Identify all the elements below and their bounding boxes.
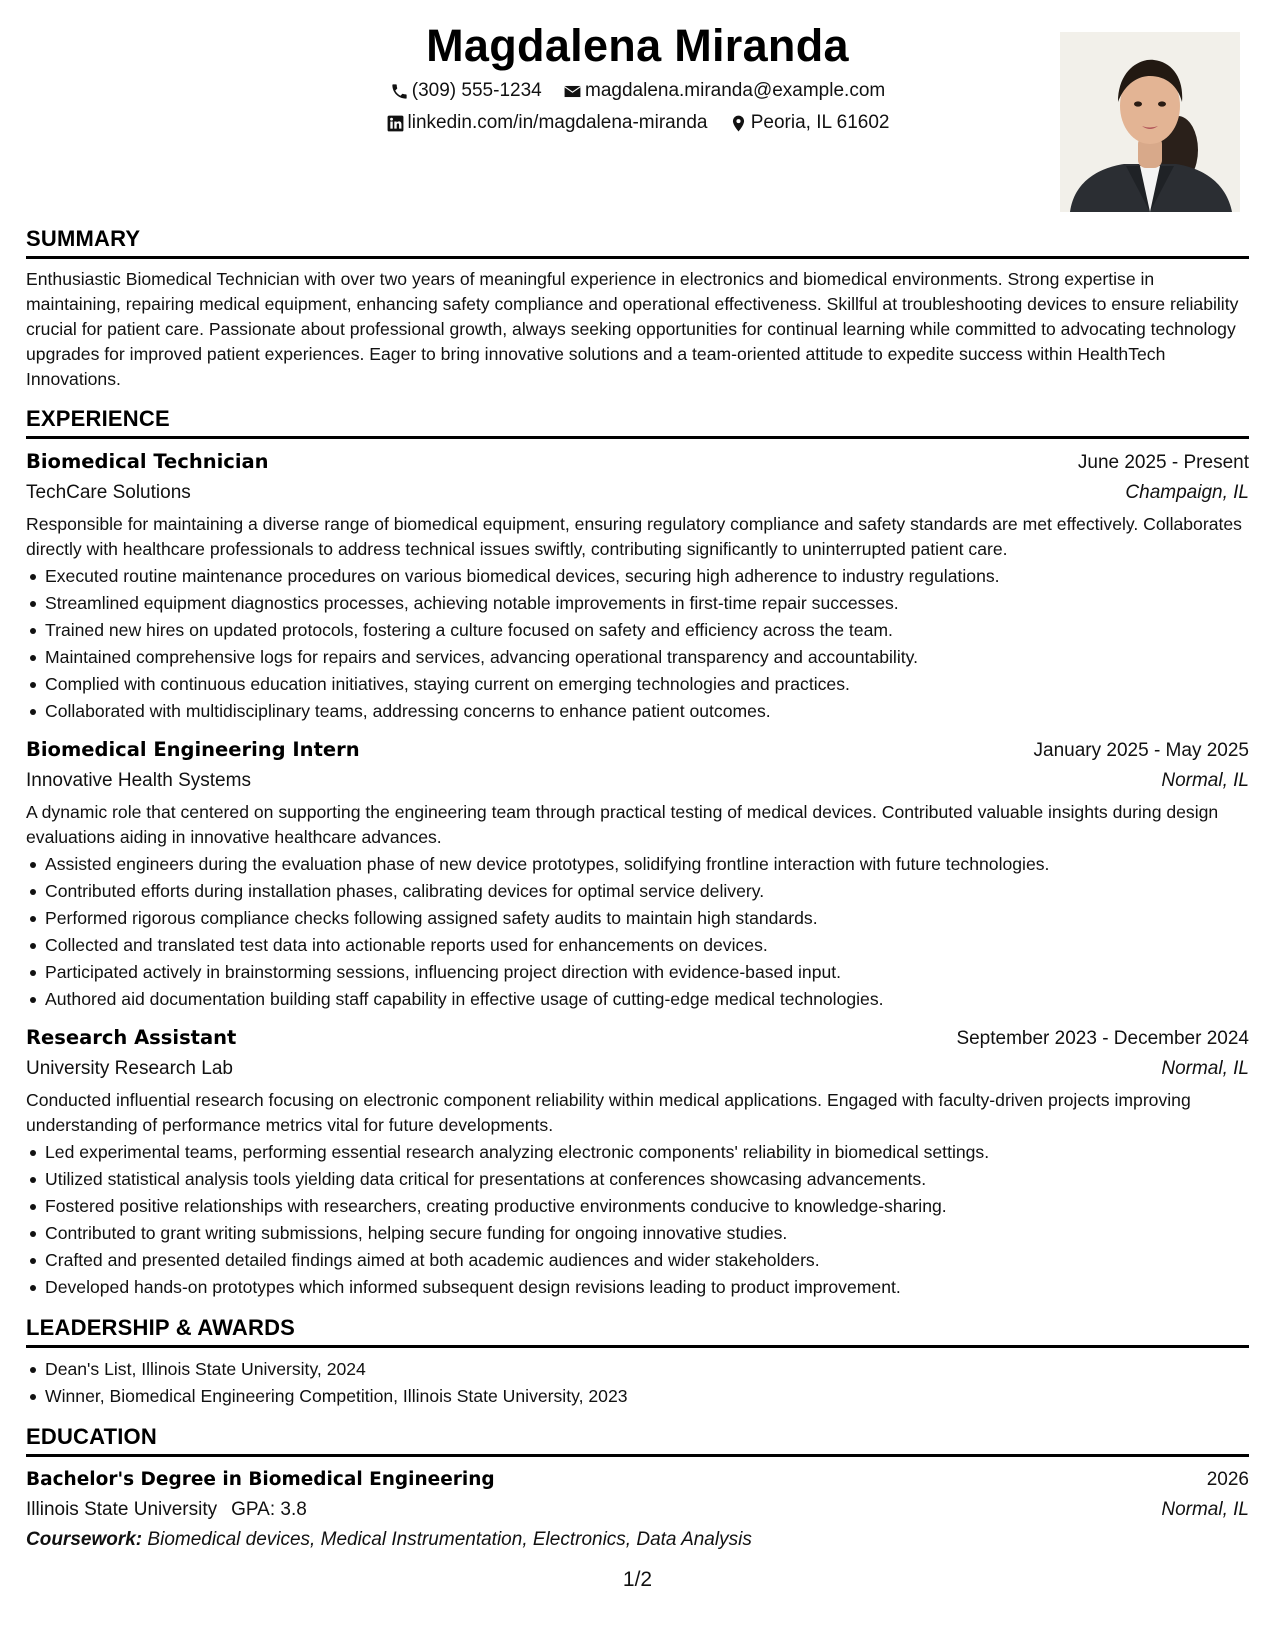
- job-bullet: Assisted engineers during the evaluation phase of new device prototypes, solidifying frontline interaction with future technologies.: [26, 851, 1249, 878]
- experience-heading: EXPERIENCE: [26, 406, 1249, 439]
- experience-section: [26, 406, 1249, 1301]
- coursework-label: Coursework:: [26, 1529, 143, 1550]
- school-location: Normal, IL: [1161, 1499, 1249, 1520]
- resume-header: [0, 0, 1275, 225]
- job-bullet: Trained new hires on updated protocols, fostering a culture focused on safety and efficiency across the team.: [26, 617, 1249, 644]
- job-description: Conducted influential research focusing on electronic component reliability within medical applications. Engaged with faculty-driven projects improving understanding of performance metrics vital for future developments.: [26, 1090, 1191, 1135]
- candidate-name: Magdalena Miranda: [426, 20, 849, 71]
- award-item: Dean's List, Illinois State University, 2024: [26, 1356, 1249, 1383]
- summary-section: [26, 226, 1249, 392]
- summary-heading: SUMMARY: [26, 226, 1249, 259]
- job-subheader: [26, 478, 1249, 508]
- linkedin-icon: [386, 114, 405, 133]
- job-title: Research Assistant: [26, 1026, 237, 1049]
- phone-icon: [390, 82, 409, 101]
- job-bullet: Fostered positive relationships with researchers, creating productive environments conducive to knowledge-sharing.: [26, 1193, 1249, 1220]
- degree-title: Bachelor's Degree in Biomedical Engineering: [26, 1469, 495, 1490]
- summary-text: Enthusiastic Biomedical Technician with over two years of meaningful experience in electronics and biomedical environments. Strong expertise in maintaining, repairing medical equipment, enhancing safety compliance and operational effectiveness. Skillful at troubleshooting devices to ensure reliability crucial for patient care. Passionate about professional growth, always seeking opportunities for continual learning while committed to advocating technology upgrades for improved patient experiences. Eager to bring innovative solutions and a team-oriented attitude to expedite success within HealthTech Innovations.: [26, 269, 1239, 389]
- job-header: [26, 735, 1249, 766]
- education-heading: EDUCATION: [26, 1424, 1249, 1457]
- job-org: TechCare Solutions: [26, 482, 191, 503]
- job-org: Innovative Health Systems: [26, 770, 251, 791]
- contact-email[interactable]: [563, 80, 885, 102]
- job-title: Biomedical Technician: [26, 450, 269, 473]
- job-subheader: [26, 1054, 1249, 1084]
- job-entry: [26, 447, 1249, 725]
- school-name: Illinois State University: [26, 1499, 218, 1520]
- job-bullet: Developed hands-on prototypes which informed subsequent design revisions leading to product improvement.: [26, 1274, 1249, 1301]
- job-bullet: Maintained comprehensive logs for repairs and services, advancing operational transparency and accountability.: [26, 644, 1249, 671]
- job-bullet: Authored aid documentation building staff capability in effective usage of cutting-edge medical technologies.: [26, 986, 1249, 1013]
- job-bullet: Executed routine maintenance procedures on various biomedical devices, securing high adherence to industry regulations.: [26, 563, 1249, 590]
- job-dates: January 2025 - May 2025: [1033, 740, 1249, 761]
- job-entry: [26, 735, 1249, 1013]
- job-org: University Research Lab: [26, 1058, 233, 1079]
- gpa: GPA: 3.8: [231, 1499, 307, 1520]
- job-bullet: Streamlined equipment diagnostics processes, achieving notable improvements in first-time repair successes.: [26, 590, 1249, 617]
- job-dates: June 2025 - Present: [1077, 452, 1249, 473]
- job-bullet: Participated actively in brainstorming sessions, influencing project direction with evidence-based input.: [26, 959, 1249, 986]
- email-text[interactable]: magdalena.miranda@example.com: [585, 80, 886, 101]
- coursework: [26, 1525, 1249, 1555]
- job-bullet: Collaborated with multidisciplinary teams, addressing concerns to enhance patient outcomes.: [26, 698, 1249, 725]
- contact-location: [729, 112, 890, 134]
- job-location: Champaign, IL: [1125, 482, 1249, 503]
- phone-text: (309) 555-1234: [411, 80, 542, 101]
- education-section: [26, 1424, 1249, 1555]
- job-header: [26, 1023, 1249, 1054]
- contact-linkedin[interactable]: [386, 112, 708, 134]
- job-bullet: Complied with continuous education initiatives, staying current on emerging technologies and practices.: [26, 671, 1249, 698]
- resume-body: [26, 226, 1249, 1569]
- job-title: Biomedical Engineering Intern: [26, 738, 360, 761]
- map-pin-icon: [729, 114, 748, 133]
- envelope-icon: [563, 82, 582, 101]
- experience-list: [26, 447, 1249, 1301]
- job-entry: [26, 1023, 1249, 1301]
- job-description: A dynamic role that centered on supporting the engineering team through practical testing of medical devices. Contributed valuable insights during design evaluations aiding in innovative healthcare advances.: [26, 802, 1219, 847]
- job-location: Normal, IL: [1161, 1058, 1249, 1079]
- linkedin-text[interactable]: linkedin.com/in/magdalena-miranda: [407, 112, 708, 133]
- job-bullet: Collected and translated test data into actionable reports used for enhancements on devices.: [26, 932, 1249, 959]
- job-bullet: Contributed efforts during installation phases, calibrating devices for optimal service delivery.: [26, 878, 1249, 905]
- profile-photo: [1060, 32, 1240, 212]
- job-location: Normal, IL: [1161, 770, 1249, 791]
- job-bullets: [26, 1139, 1249, 1301]
- awards-heading: LEADERSHIP & AWARDS: [26, 1315, 1249, 1348]
- job-bullets: [26, 563, 1249, 725]
- job-header: [26, 447, 1249, 478]
- coursework-text: Biomedical devices, Medical Instrumentation, Electronics, Data Analysis: [147, 1529, 752, 1550]
- job-bullet: Crafted and presented detailed findings aimed at both academic audiences and wider stakeholders.: [26, 1247, 1249, 1274]
- contact-phone: [390, 80, 542, 102]
- job-bullet: Contributed to grant writing submissions, helping secure funding for ongoing innovative studies.: [26, 1220, 1249, 1247]
- job-subheader: [26, 766, 1249, 796]
- awards-list: [26, 1356, 1249, 1410]
- education-row-2: [26, 1495, 1249, 1525]
- location-text: Peoria, IL 61602: [750, 112, 890, 133]
- award-item: Winner, Biomedical Engineering Competition, Illinois State University, 2023: [26, 1383, 1249, 1410]
- job-bullet: Performed rigorous compliance checks following assigned safety audits to maintain high standards.: [26, 905, 1249, 932]
- school-line: [26, 1495, 307, 1525]
- awards-section: [26, 1315, 1249, 1410]
- job-dates: September 2023 - December 2024: [956, 1028, 1249, 1049]
- job-bullet: Led experimental teams, performing essential research analyzing electronic components' reliability in biomedical settings.: [26, 1139, 1249, 1166]
- education-row-1: [26, 1465, 1249, 1495]
- job-description: Responsible for maintaining a diverse range of biomedical equipment, ensuring regulatory compliance and safety standards are met effectively. Collaborates directly with healthcare professionals to address technical issues swiftly, contributing significantly to uninterrupted patient care.: [26, 514, 1242, 559]
- job-bullet: Utilized statistical analysis tools yielding data critical for presentations at conferences showcasing advancements.: [26, 1166, 1249, 1193]
- degree-year: 2026: [1206, 1469, 1249, 1490]
- page-number: 1/2: [622, 1568, 653, 1591]
- job-bullets: [26, 851, 1249, 1013]
